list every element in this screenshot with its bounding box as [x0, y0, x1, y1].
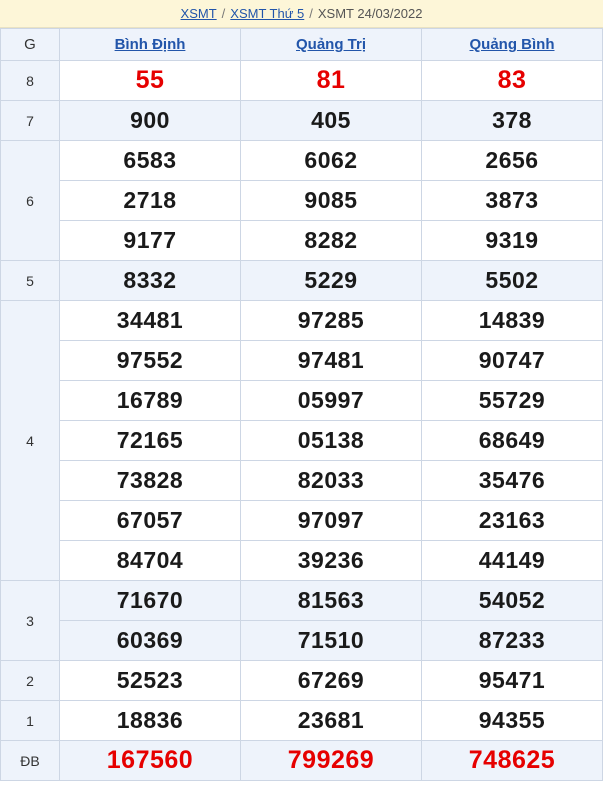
- result-cell: 67057: [60, 501, 241, 541]
- result-cell: 35476: [422, 461, 603, 501]
- table-row: [1, 621, 603, 661]
- table-row: [1, 421, 603, 461]
- table-row: [1, 341, 603, 381]
- result-cell: 2656: [422, 141, 603, 181]
- result-cell: 3873: [422, 181, 603, 221]
- result-cell: 05138: [241, 421, 422, 461]
- result-cell: 60369: [60, 621, 241, 661]
- prize-label: ĐB: [1, 741, 60, 781]
- result-cell: 54052: [422, 581, 603, 621]
- result-cell: 71670: [60, 581, 241, 621]
- column-header-quang-binh: [422, 29, 603, 61]
- result-cell: 39236: [241, 541, 422, 581]
- result-cell: 95471: [422, 661, 603, 701]
- result-cell: 97481: [241, 341, 422, 381]
- result-cell: 2718: [60, 181, 241, 221]
- prize-label: 3: [1, 581, 60, 661]
- province-link-quang-tri[interactable]: Quảng Trị: [295, 36, 366, 53]
- result-cell: 8332: [60, 261, 241, 301]
- result-cell: 81: [241, 61, 422, 101]
- result-cell: 6062: [241, 141, 422, 181]
- table-row: [1, 181, 603, 221]
- prize-label: 5: [1, 261, 60, 301]
- result-cell: 82033: [241, 461, 422, 501]
- result-cell: 55729: [422, 381, 603, 421]
- table-row: [1, 581, 603, 621]
- table-row: [1, 381, 603, 421]
- result-cell: 73828: [60, 461, 241, 501]
- breadcrumb: [0, 0, 603, 28]
- prize-label: 6: [1, 141, 60, 261]
- result-cell: 9177: [60, 221, 241, 261]
- column-header-quang-tri: [241, 29, 422, 61]
- result-cell: 18836: [60, 701, 241, 741]
- table-header-row: [1, 29, 603, 61]
- table-row: [1, 661, 603, 701]
- result-cell: 72165: [60, 421, 241, 461]
- result-cell: 44149: [422, 541, 603, 581]
- breadcrumb-item-current-date: XSMT 24/03/2022: [317, 6, 423, 21]
- result-cell: 6583: [60, 141, 241, 181]
- result-cell: 52523: [60, 661, 241, 701]
- result-cell: 748625: [422, 741, 603, 781]
- result-cell: 55: [60, 61, 241, 101]
- column-header-binh-dinh: [60, 29, 241, 61]
- result-cell: 8282: [241, 221, 422, 261]
- result-cell: 900: [60, 101, 241, 141]
- table-row: [1, 461, 603, 501]
- prize-label: 2: [1, 661, 60, 701]
- result-cell: 16789: [60, 381, 241, 421]
- result-cell: 87233: [422, 621, 603, 661]
- result-cell: 67269: [241, 661, 422, 701]
- province-link-quang-binh[interactable]: Quảng Bình: [469, 36, 555, 53]
- table-row: [1, 701, 603, 741]
- result-cell: 799269: [241, 741, 422, 781]
- province-link-binh-dinh[interactable]: Bình Định: [114, 36, 186, 53]
- result-cell: 9319: [422, 221, 603, 261]
- result-cell: 23681: [241, 701, 422, 741]
- result-cell: 83: [422, 61, 603, 101]
- result-cell: 14839: [422, 301, 603, 341]
- result-cell: 05997: [241, 381, 422, 421]
- result-cell: 167560: [60, 741, 241, 781]
- table-row: [1, 61, 603, 101]
- result-cell: 81563: [241, 581, 422, 621]
- column-header-prize: G: [1, 29, 60, 61]
- table-row: [1, 741, 603, 781]
- lottery-results-table: [0, 28, 603, 781]
- table-row: [1, 301, 603, 341]
- result-cell: 84704: [60, 541, 241, 581]
- prize-label: 7: [1, 101, 60, 141]
- result-cell: 5229: [241, 261, 422, 301]
- breadcrumb-item-xsmt-thu-5[interactable]: XSMT Thứ 5: [230, 6, 305, 21]
- result-cell: 71510: [241, 621, 422, 661]
- prize-label: 1: [1, 701, 60, 741]
- result-cell: 405: [241, 101, 422, 141]
- breadcrumb-item-xsmt[interactable]: XSMT: [180, 6, 217, 21]
- breadcrumb-separator-1: /: [221, 6, 226, 21]
- result-cell: 5502: [422, 261, 603, 301]
- result-cell: 378: [422, 101, 603, 141]
- result-cell: 9085: [241, 181, 422, 221]
- prize-label: 4: [1, 301, 60, 581]
- breadcrumb-separator-2: /: [309, 6, 313, 21]
- result-cell: 97097: [241, 501, 422, 541]
- table-row: [1, 501, 603, 541]
- table-body: [1, 61, 603, 781]
- result-cell: 97552: [60, 341, 241, 381]
- prize-label: 8: [1, 61, 60, 101]
- table-header: [1, 29, 603, 61]
- result-cell: 94355: [422, 701, 603, 741]
- table-row: [1, 101, 603, 141]
- result-cell: 68649: [422, 421, 603, 461]
- result-cell: 23163: [422, 501, 603, 541]
- table-row: [1, 261, 603, 301]
- result-cell: 97285: [241, 301, 422, 341]
- result-cell: 90747: [422, 341, 603, 381]
- table-row: [1, 541, 603, 581]
- result-cell: 34481: [60, 301, 241, 341]
- table-row: [1, 221, 603, 261]
- table-row: [1, 141, 603, 181]
